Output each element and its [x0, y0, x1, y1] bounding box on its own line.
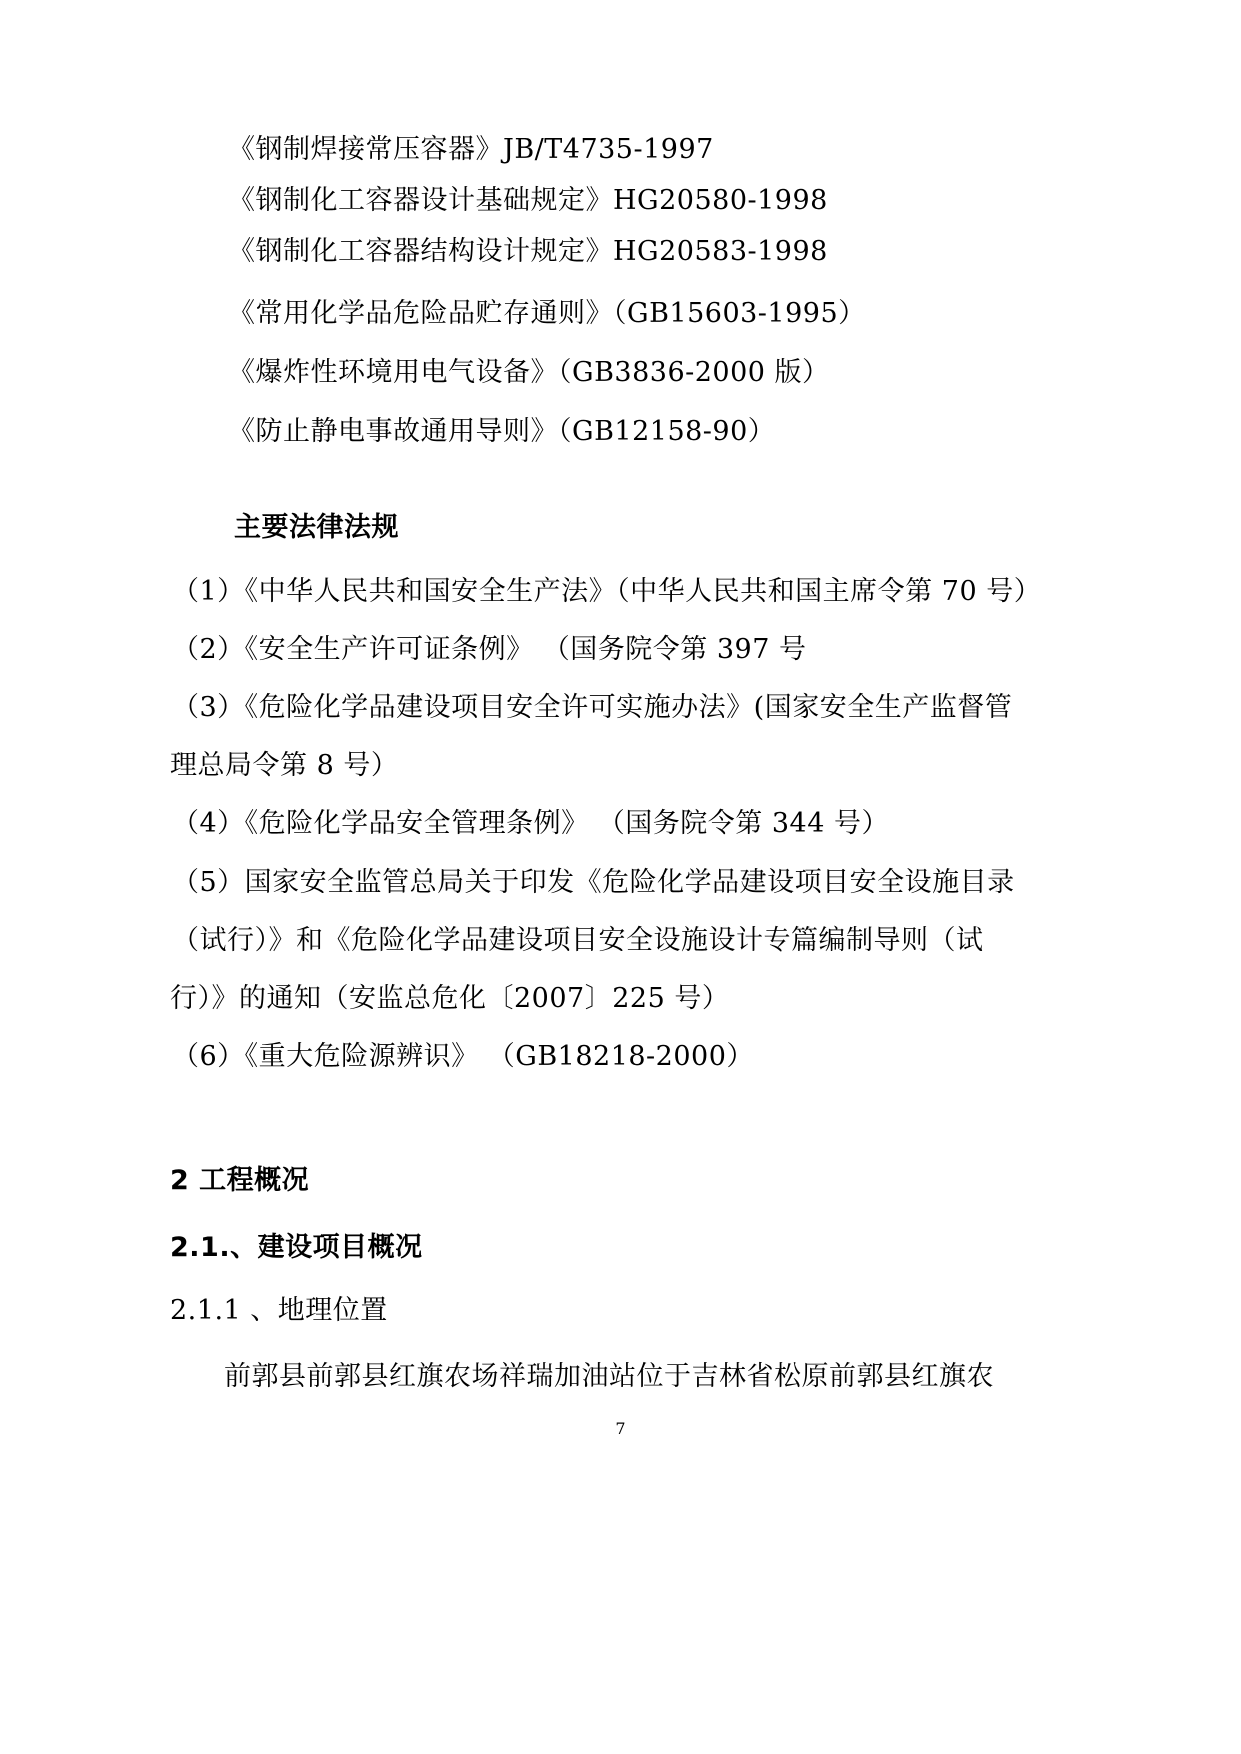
standard-line: 《钢制化工容器结构设计规定》HG20583-1998	[228, 236, 828, 267]
laws-heading: 主要法律法规	[234, 512, 399, 543]
law-line: 行）》的通知（安监总危化〔2007〕225 号）	[170, 983, 730, 1014]
standard-line: 《常用化学品危险品贮存通则》（GB15603-1995）	[228, 298, 866, 329]
standard-line: 《防止静电事故通用导则》（GB12158-90）	[228, 416, 776, 447]
law-line: （4）《危险化学品安全管理条例》 （国务院令第 344 号）	[172, 808, 889, 839]
law-line: （1）《中华人民共和国安全生产法》（中华人民共和国主席令第 70 号）	[172, 576, 1042, 607]
law-line: （3）《危险化学品建设项目安全许可实施办法》(国家安全生产监督管	[172, 692, 1013, 723]
standard-line: 《钢制焊接常压容器》JB/T4735-1997	[228, 134, 714, 165]
body-paragraph: 前郭县前郭县红旗农场祥瑞加油站位于吉林省松原前郭县红旗农	[224, 1361, 994, 1392]
section-heading: 2 工程概况	[170, 1165, 310, 1196]
standard-line: 《钢制化工容器设计基础规定》HG20580-1998	[228, 185, 828, 216]
law-line: （试行）》和《危险化学品建设项目安全设施设计专篇编制导则（试	[172, 925, 984, 956]
law-line: 理总局令第 8 号）	[170, 750, 399, 781]
subsection-heading: 2.1.、建设项目概况	[170, 1232, 423, 1263]
law-line: （5）国家安全监管总局关于印发《危险化学品建设项目安全设施目录	[172, 867, 1015, 898]
law-line: （2）《安全生产许可证条例》 （国务院令第 397 号	[172, 634, 807, 665]
standard-line: 《爆炸性环境用电气设备》（GB3836-2000 版）	[228, 357, 830, 388]
page-number: 7	[615, 1419, 626, 1438]
law-line: （6）《重大危险源辨识》 （GB18218-2000）	[172, 1041, 754, 1072]
subsubsection-heading: 2.1.1 、地理位置	[170, 1295, 388, 1326]
